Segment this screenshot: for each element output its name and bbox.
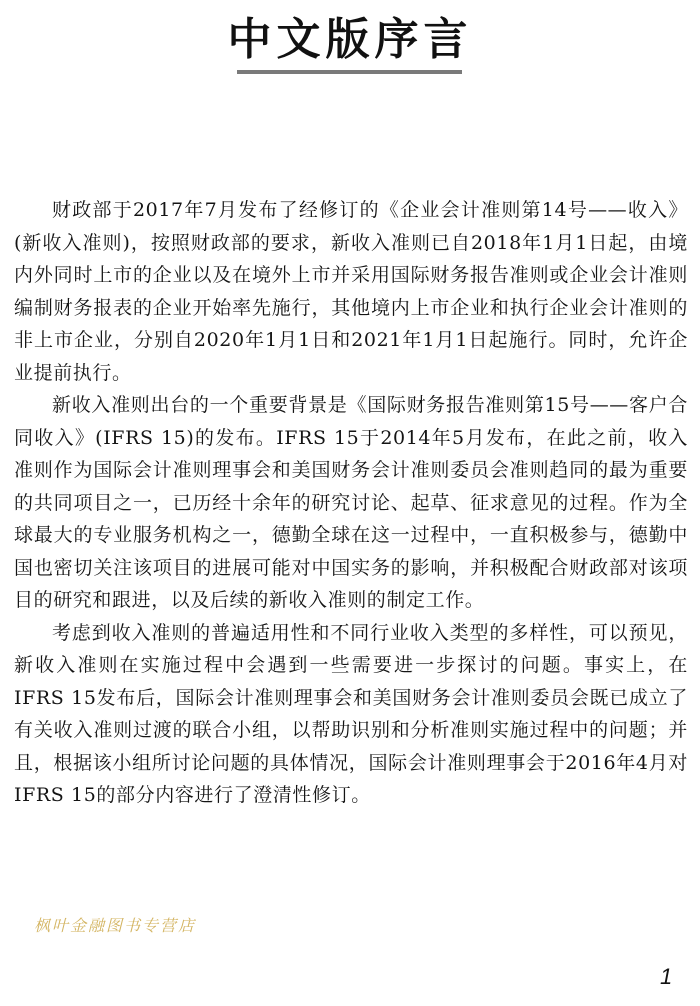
- page-number: 1: [660, 964, 673, 989]
- store-watermark: 枫叶金融图书专营店: [34, 916, 197, 935]
- paragraph-2: 新收入准则出台的一个重要背景是《国际财务报告准则第15号——客户合同收入》(IFRS 15)的发布。IFRS 15于2014年5月发布，在此之前，收入准则作为国际会计准则理事会和美国财务会计准则委员会准则趋同的最为重要的共同项目之一，已历经十余年的研究讨论、起草、征求意见的过程。作为全球最大的专业服务机构之一，德勤全球在这一过程中，一直积极参与，德勤中国也密切关注该项目的进展可能对中国实务的影响，并积极配合财政部对该项目的研究和跟进，以及后续的新收入准则的制定工作。: [14, 394, 688, 611]
- paragraph-1: 财政部于2017年7月发布了经修订的《企业会计准则第14号——收入》(新收入准则)，按照财政部的要求，新收入准则已自2018年1月1日起，由境内外同时上市的企业以及在境外上市并采用国际财务报告准则或企业会计准则编制财务报表的企业开始率先施行，其他境内上市企业和执行企业会计准则的非上市企业，分别自2020年1月1日和2021年1月1日起施行。同时，允许企业提前执行。: [14, 199, 688, 384]
- body-text: [14, 194, 688, 812]
- page-title: 中文版序言: [227, 14, 473, 65]
- paragraph-3: 考虑到收入准则的普遍适用性和不同行业收入类型的多样性，可以预见，新收入准则在实施过程中会遇到一些需要进一步探讨的问题。事实上，在IFRS 15发布后，国际会计准则理事会和美国财务会计准则委员会既已成立了有关收入准则过渡的联合小组，以帮助识别和分析准则实施过程中的问题；并且，根据该小组所讨论问题的具体情况，国际会计准则理事会于2016年4月对IFRS 15的部分内容进行了澄清性修订。: [14, 621, 688, 806]
- title-underline: [237, 70, 462, 74]
